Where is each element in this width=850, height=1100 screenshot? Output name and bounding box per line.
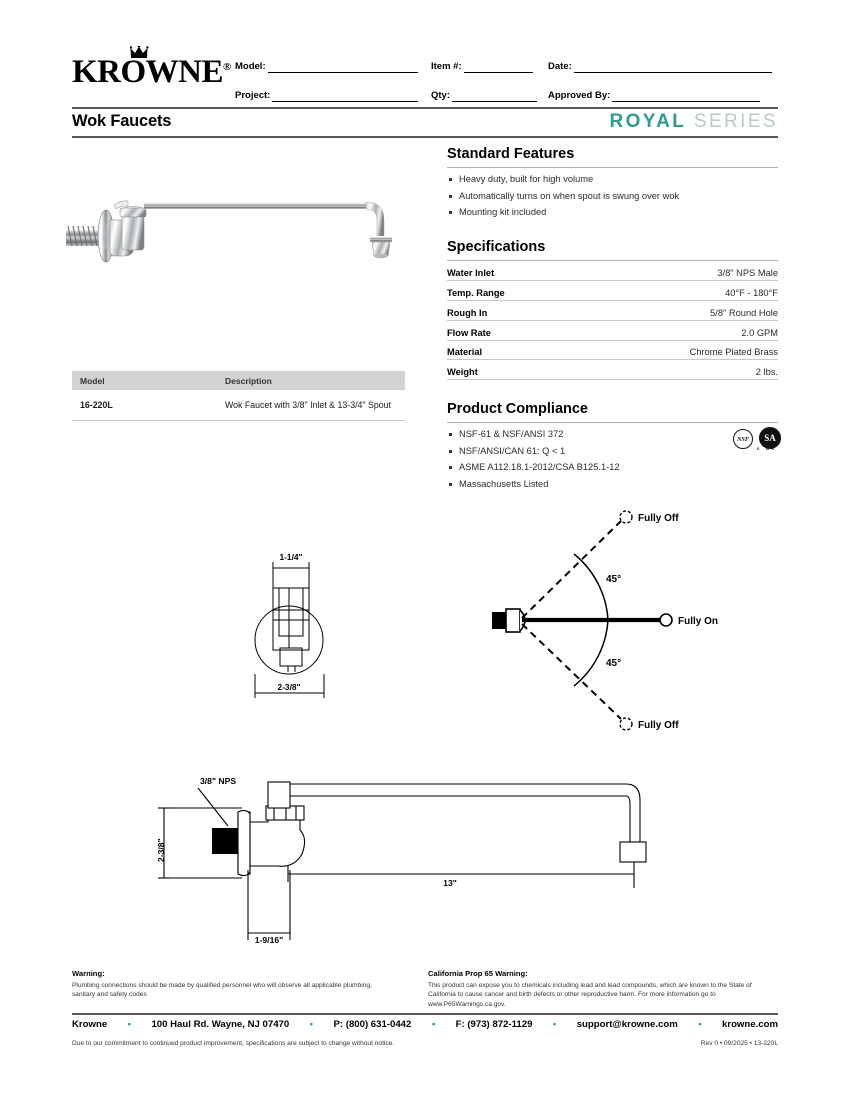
footer-company-name: Krowne	[72, 1019, 108, 1030]
bullet-separator-icon: •	[431, 1019, 436, 1030]
compliance-item	[449, 446, 729, 456]
swing-arc-upper	[574, 554, 608, 620]
swing-position-fully-on	[522, 614, 672, 626]
footer-revision: Rev 0 • 09/2025 • 13-220L	[700, 1040, 778, 1047]
spec-key: Water Inlet	[447, 261, 578, 281]
table-row	[447, 281, 778, 301]
footer-email[interactable]: support@krowne.com	[576, 1019, 678, 1030]
approved-by-field[interactable]	[548, 90, 778, 102]
page-title: Wok Faucets	[72, 112, 172, 130]
specifications-heading: Specifications	[447, 239, 546, 255]
specifications-table	[447, 261, 778, 380]
form-row-1	[235, 44, 778, 73]
bullet-square-icon	[449, 211, 452, 214]
footer-disclaimer: Due to our commitment to continued product improvement, specifications are subject to change without notice.	[72, 1040, 395, 1047]
compliance-item	[449, 479, 729, 489]
footer-website[interactable]: krowne.com	[722, 1019, 778, 1030]
top-view-dim-top: 1-1/4"	[279, 552, 303, 562]
prop65-warning-title: California Prop 65 Warning:	[428, 969, 528, 978]
table-row	[447, 261, 778, 281]
bullet-square-icon	[449, 483, 452, 486]
table-row	[447, 301, 778, 321]
standard-features-list	[449, 174, 780, 224]
table-row	[447, 340, 778, 360]
model-label: Model:	[235, 61, 266, 72]
prop65-warning	[428, 968, 778, 1009]
feature-item	[449, 174, 780, 184]
standard-features-divider	[447, 167, 778, 168]
project-input[interactable]	[272, 90, 418, 102]
side-view-dim-depth: 1-9/16"	[254, 935, 284, 945]
side-view-dim-height: 2-3/8"	[156, 838, 166, 862]
certification-badges	[733, 427, 783, 451]
swing-angle-upper: 45°	[606, 574, 622, 585]
side-view-dimension-drawing	[150, 770, 680, 950]
swing-arc-lower	[574, 620, 608, 686]
qty-input[interactable]	[452, 90, 537, 102]
table-row	[447, 360, 778, 380]
spec-key: Material	[447, 340, 578, 360]
feature-text: Heavy duty, built for high volume	[459, 174, 594, 184]
nsf-badge-label: NSF	[736, 435, 750, 443]
footer-fax: F: (973) 872-1129	[455, 1019, 533, 1030]
model-input[interactable]	[268, 61, 418, 73]
table-row	[447, 320, 778, 340]
spec-key: Temp. Range	[447, 281, 578, 301]
product-compliance-divider	[447, 422, 778, 423]
feature-item	[449, 191, 780, 201]
model-description: Wok Faucet with 3/8" Inlet & 13-3/4" Spout	[190, 390, 405, 421]
series-secondary-label: SERIES	[693, 111, 778, 132]
approved-by-label: Approved By:	[548, 90, 611, 101]
approved-by-input[interactable]	[612, 90, 760, 102]
product-photo	[62, 172, 432, 287]
bullet-separator-icon: •	[552, 1019, 557, 1030]
bullet-separator-icon: •	[309, 1019, 314, 1030]
title-divider-top	[72, 107, 778, 109]
column-header-model: Model	[72, 371, 190, 390]
footer-phone[interactable]: P: (800) 631-0442	[333, 1019, 412, 1030]
item-field[interactable]	[431, 61, 548, 73]
side-view-dim-inlet: 3/8" NPS	[200, 776, 237, 786]
spec-value: 3/8" NPS Male	[578, 261, 778, 281]
compliance-text: NSF-61 & NSF/ANSI 372	[459, 429, 564, 439]
series-primary-label: ROYAL	[609, 111, 687, 132]
bullet-separator-icon: •	[698, 1019, 702, 1030]
spec-value: 5/8" Round Hole	[578, 301, 778, 321]
nsf-certification-badge	[733, 429, 753, 449]
swing-label-fully-on: Fully On	[678, 616, 718, 627]
top-view-dimension-drawing	[232, 548, 382, 703]
plumbing-warning	[72, 968, 372, 1000]
table-row	[72, 390, 405, 421]
product-compliance-heading: Product Compliance	[447, 401, 588, 417]
side-view-dim-spout: 13"	[443, 878, 457, 888]
swing-label-fully-off-lower: Fully Off	[638, 720, 679, 731]
spout-swing-range-diagram	[478, 498, 738, 743]
compliance-text: Massachusetts Listed	[459, 479, 549, 490]
spec-value: Chrome Plated Brass	[578, 340, 778, 360]
swing-pivot-anchor-icon	[492, 609, 525, 632]
bullet-square-icon	[449, 466, 452, 469]
swing-position-fully-off-upper	[522, 511, 632, 618]
spout-outlet-icon	[370, 236, 392, 258]
date-label: Date:	[548, 61, 572, 72]
item-label: Item #:	[431, 61, 462, 72]
feature-text: Automatically turns on when spout is swung over wok	[459, 190, 680, 201]
model-table	[72, 371, 405, 421]
qty-label: Qty:	[431, 90, 450, 101]
compliance-text: NSF/ANSI/CAN 61: Q < 1	[459, 445, 566, 456]
series-brand	[609, 111, 778, 133]
plumbing-warning-title: Warning:	[72, 969, 105, 978]
document-header	[72, 44, 778, 102]
table-header-row	[72, 371, 405, 390]
footer-address: 100 Haul Rd. Wayne, NJ 07470	[151, 1019, 290, 1030]
swing-angle-lower: 45°	[606, 658, 622, 669]
form-row-2	[235, 73, 778, 102]
spec-key: Rough In	[447, 301, 578, 321]
spec-key: Flow Rate	[447, 320, 578, 340]
csa-badge-label: SA	[764, 433, 776, 443]
csa-badge-sublabel: c us	[757, 446, 777, 451]
title-divider-bottom	[72, 136, 778, 138]
standard-features-heading: Standard Features	[447, 146, 575, 162]
plumbing-warning-body: Plumbing connections should be made by qualified personnel who will observe all applicable plumbing, sanitary and safety codes	[72, 981, 372, 999]
model-number: 16-220L	[72, 390, 190, 421]
swing-position-fully-off-lower	[522, 624, 632, 730]
date-field[interactable]	[548, 61, 778, 73]
krowne-wordmark-text: KROWNE	[72, 54, 224, 90]
inlet-nipple-icon	[66, 226, 100, 246]
product-compliance-list	[449, 429, 729, 496]
compliance-item	[449, 462, 729, 472]
spec-value: 2.0 GPM	[578, 320, 778, 340]
model-field[interactable]	[235, 61, 431, 73]
bullet-separator-icon: •	[127, 1019, 131, 1030]
compliance-text: ASME A112.18.1-2012/CSA B125.1-12	[459, 462, 620, 473]
bullet-square-icon	[449, 450, 452, 453]
item-input[interactable]	[464, 61, 533, 73]
top-view-dim-bottom: 2-3/8"	[277, 682, 301, 692]
spec-value: 2 lbs.	[578, 360, 778, 380]
date-input[interactable]	[574, 61, 772, 73]
spec-value: 40°F - 180°F	[578, 281, 778, 301]
project-field[interactable]	[235, 90, 431, 102]
prop65-warning-body: This product can expose you to chemicals including lead and lead compounds, which are known to the State of California to cause cancer and birth defects or other reproductive harm. For more information go to www.P65Warnings.ca.gov.	[428, 981, 752, 1008]
column-header-description: Description	[190, 371, 405, 390]
krowne-logo	[72, 46, 232, 90]
krowne-wordmark	[72, 56, 231, 89]
feature-item	[449, 207, 780, 217]
header-form-fields	[235, 44, 778, 102]
footer-divider	[72, 1013, 778, 1015]
bullet-square-icon	[449, 433, 452, 436]
feature-text: Mounting kit included	[459, 207, 547, 218]
bullet-square-icon	[449, 195, 452, 198]
footer-contact-bar	[72, 1019, 778, 1030]
compliance-item	[449, 429, 729, 439]
project-label: Project:	[235, 90, 271, 101]
swing-label-fully-off-upper: Fully Off	[638, 513, 679, 524]
bullet-square-icon	[449, 178, 452, 181]
spec-key: Weight	[447, 360, 578, 380]
registered-trademark-icon: ®	[223, 61, 231, 73]
spout-tube-icon	[144, 202, 366, 209]
qty-field[interactable]	[431, 90, 548, 102]
